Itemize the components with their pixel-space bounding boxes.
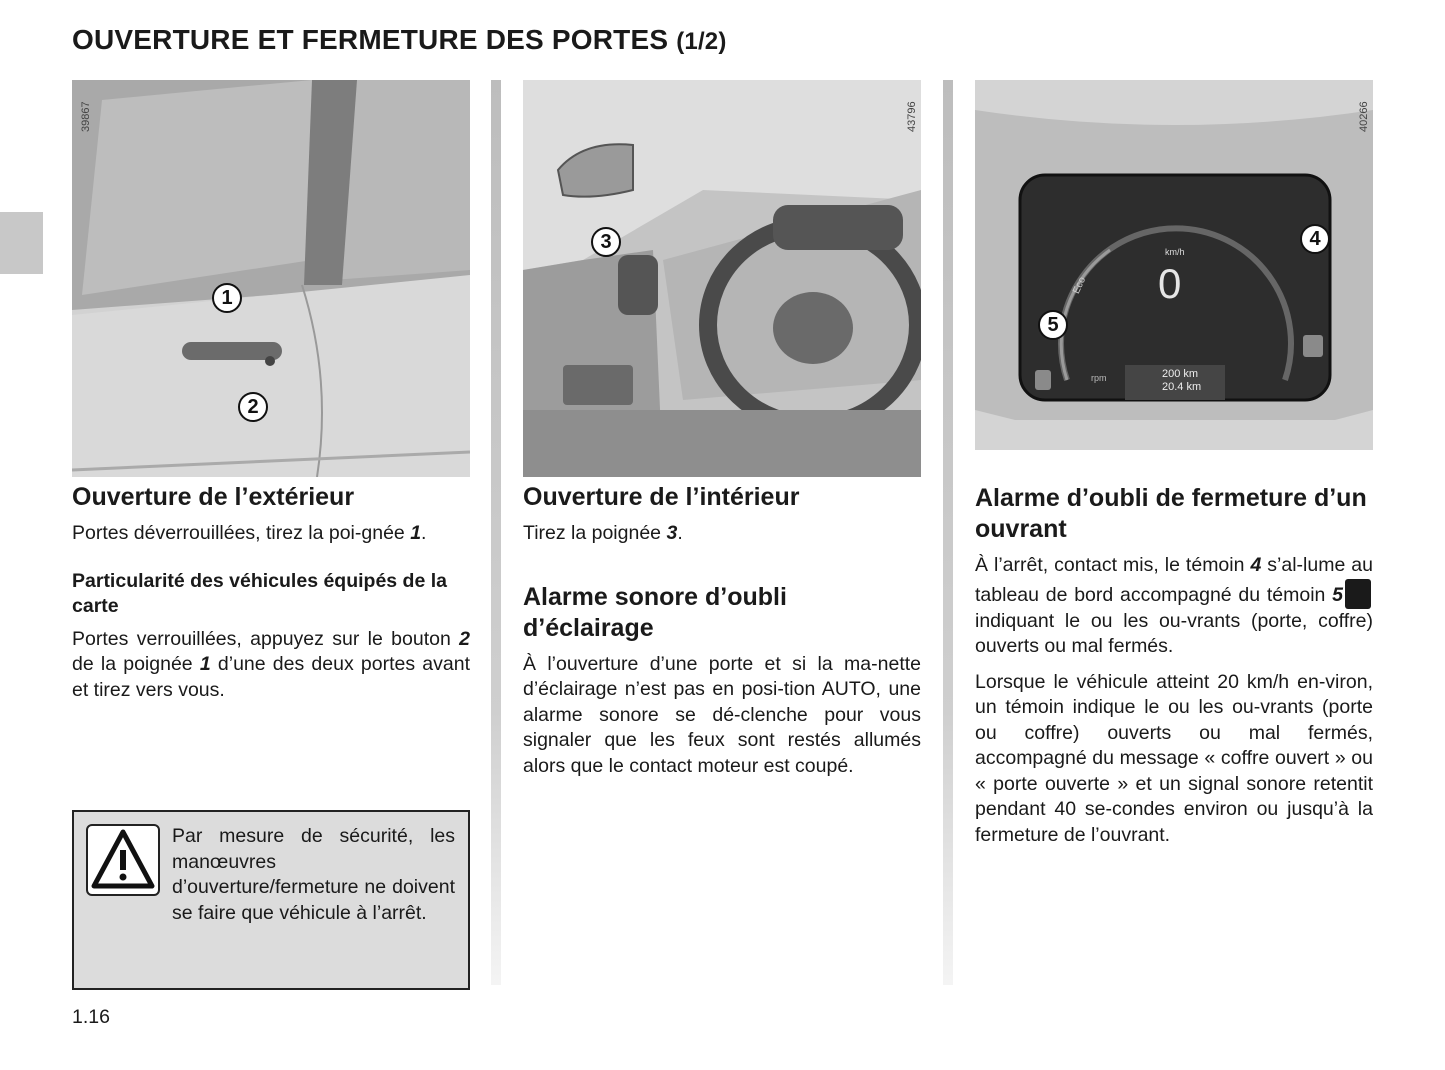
speed-value: 0: [1158, 260, 1182, 307]
interior-handle-illustration: [523, 80, 921, 477]
door-exterior-drawing: [72, 80, 470, 477]
callout-4: 4: [1300, 224, 1330, 254]
heading-open-door-alarm: Alarme d’oubli de fermeture d’un ouvrant: [975, 484, 1367, 543]
column-exterior-opening: [72, 80, 470, 703]
callout-3: 3: [591, 227, 621, 257]
page-title-text: OUVERTURE ET FERMETURE DES PORTES: [72, 24, 669, 55]
ref-button: 2: [459, 627, 470, 650]
paragraph-interior-opening: [523, 521, 921, 547]
text: s’al-lume au tableau de bord accompagné du témoin: [975, 554, 1374, 606]
warning-triangle-icon: [86, 824, 160, 896]
ref-indicator-4: 4: [1250, 554, 1262, 576]
text: Portes verrouillées, appuyez sur le bouton: [72, 627, 460, 650]
column-divider: [943, 80, 953, 985]
ref-handle: 1: [410, 522, 422, 544]
safety-warning-box: [72, 810, 470, 990]
door-handle-illustration: [72, 80, 470, 477]
column-divider: [491, 80, 501, 985]
column-open-door-alarm: [975, 80, 1373, 848]
page-number: 1.16: [72, 1006, 110, 1028]
text: indiquant le ou les ou-vrants (porte, coffre) ouverts ou mal fermés.: [975, 609, 1373, 657]
heading-lighting-alarm: Alarme sonore d’oubli d’éclairage: [523, 582, 787, 642]
odometer-trip: 20.4 km: [1162, 381, 1202, 393]
image-reference: 40266: [1358, 101, 1370, 132]
callout-5: 5: [1038, 310, 1068, 340]
text: Portes déverrouillées, tirez la poi-gnée: [72, 522, 411, 544]
paragraph-card-vehicles: [72, 627, 470, 704]
image-reference: 43796: [906, 101, 918, 132]
odometer-total: 200 km: [1162, 368, 1199, 380]
text: Tirez la poignée: [523, 522, 667, 544]
paragraph-exterior-opening: [72, 521, 470, 547]
paragraph-lighting-alarm: À l’ouverture d’une porte et si la ma-nette d’éclairage n’est pas en posi-tion AUTO, une alarme sonore se dé-clenche pour vous signaler que les feux sont restés allumés alors que le contact moteur est coupé.: [523, 652, 921, 777]
car-interior-drawing: [523, 80, 921, 477]
text: d’une des deux portes avant et tirez vers vous.: [72, 653, 470, 701]
text: .: [421, 522, 427, 544]
column-interior-opening: [523, 80, 921, 779]
page-title: [72, 24, 727, 56]
heading-interior-opening: Ouverture de l’intérieur: [523, 483, 800, 511]
text: .: [677, 522, 683, 544]
heading-exterior-opening: Ouverture de l’extérieur: [72, 483, 355, 511]
ref-handle: 1: [199, 653, 211, 675]
ref-indicator-5: 5: [1332, 583, 1343, 606]
dashboard-illustration: [975, 80, 1373, 450]
rpm-label: rpm: [1091, 373, 1107, 383]
callout-2: 2: [238, 392, 268, 422]
paragraph-open-door-alarm: [975, 553, 1373, 660]
image-reference: 39867: [80, 101, 92, 132]
page-title-part: (1/2): [676, 28, 727, 55]
text: de la poignée: [72, 653, 200, 675]
speed-unit: km/h: [1165, 247, 1185, 257]
warning-text: Par mesure de sécurité, les manœuvres d’ouverture/fermeture ne doivent se faire que véhicule à l’arrêt.: [172, 825, 455, 924]
subheading-card-vehicles: Particularité des véhicules équipés de la carte: [72, 569, 447, 617]
paragraph-speed-alarm: Lorsque le véhicule atteint 20 km/h en-viron, un témoin indique le ou les ou-vrants (porte ou coffre) ouverts ou mal fermés, accompagné du message « coffre ouvert » ou « porte ouverte » et un signal sonore retentit pendant 40 se-condes environ ou jusqu’à la fermeture de l’ouvrant.: [975, 670, 1373, 846]
callout-1: 1: [212, 283, 242, 313]
text: À l’arrêt, contact mis, le témoin: [975, 554, 1251, 576]
ref-handle: 3: [666, 522, 678, 544]
open-door-warning-icon: [1345, 579, 1371, 609]
section-tab: [0, 212, 43, 274]
eco-label: Eco: [1070, 275, 1089, 296]
